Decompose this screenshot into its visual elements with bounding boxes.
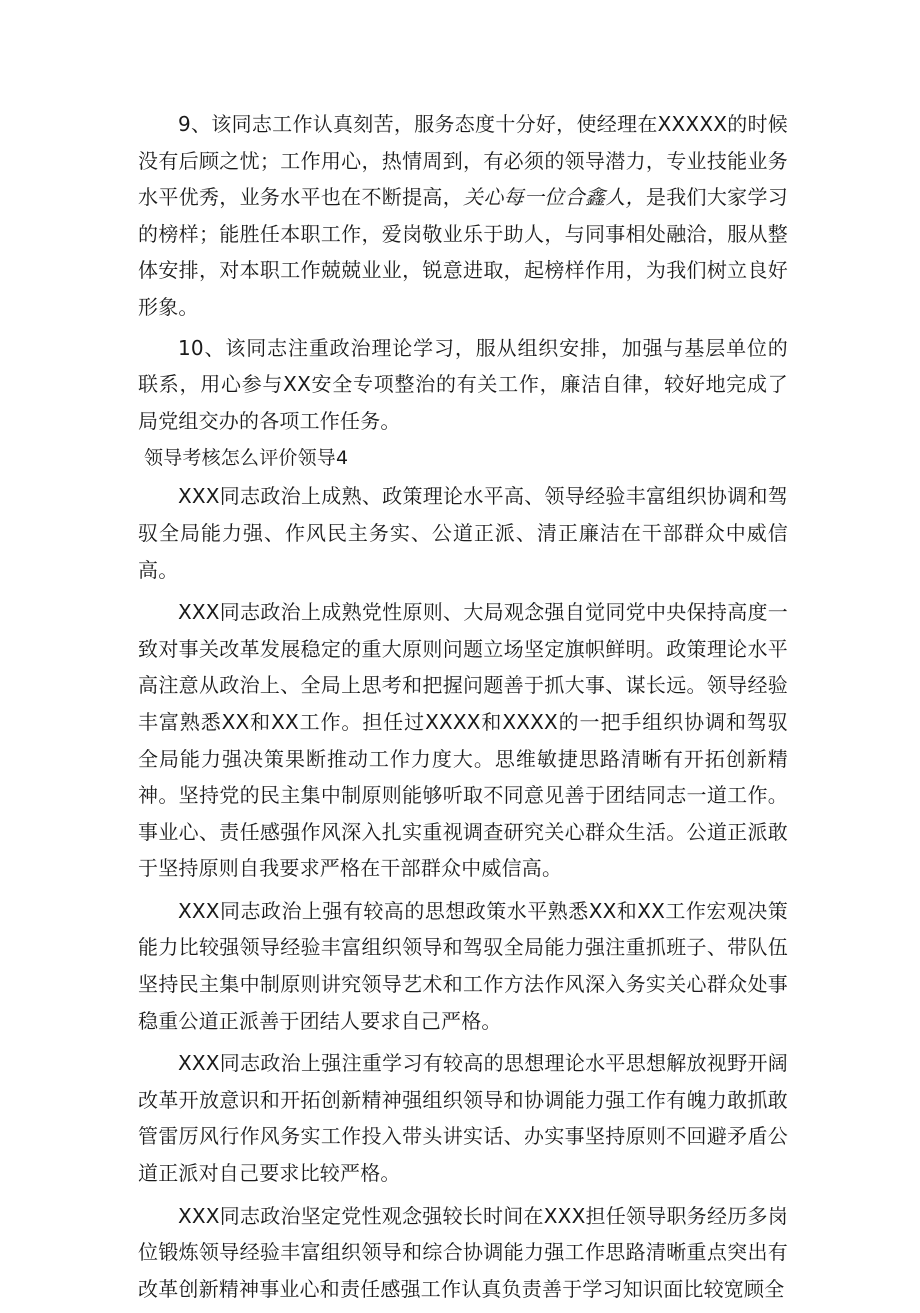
evaluation-paragraph-4: XXX同志政治上强注重学习有较高的思想理论水平思想解放视野开阔改革开放意识和开拓创新精神强组织领导和协调能力强工作有魄力敢抓敢管雷厉风行作风务实工作投入带头讲实话、办实事坚持原则不回避矛盾公道正派对自己要求比较严格。 [138, 1051, 788, 1186]
paragraph-9-italic-phrase: 关心每一位合鑫人， [463, 185, 646, 210]
document-page [138, 106, 788, 1313]
evaluation-paragraph-2: XXX同志政治上成熟党性原则、大局观念强自觉同党中央保持高度一致对事关改革发展稳定的重大原则问题立场坚定旗帜鲜明。政策理论水平高注意从政治上、全局上思考和把握问题善于抓大事、谋长远。领导经验丰富熟悉XX和XX工作。担任过XXXX和XXXX的一把手组织协调和驾驭全局能力强决策果断推动工作力度大。思维敏捷思路清晰有开拓创新精神。坚持党的民主集中制原则能够听取不同意见善于团结同志一道工作。事业心、责任感强作风深入扎实重视调查研究关心群众生活。公道正派敢于坚持原则自我要求严格在干部群众中威信高。 [138, 600, 788, 881]
paragraph-9-part1: 9、该同志工作认真刻苦，服务态度十分好，使经理在XXXXX的时候没有后顾之忧；工作用心，热情周到，有必须的领导潜力，专业技能业务水平优秀，业务水平也在不断提高， [138, 112, 788, 210]
evaluation-paragraph-5: XXX同志政治坚定党性观念强较长时间在XXX担任领导职务经历多岗位锻炼领导经验丰富组织领导和综合协调能力强工作思路清晰重点突出有改革创新精神事业心和责任感强工作认真负责善于学习知识面比较宽顾全 [138, 1203, 788, 1301]
paragraph-9-part3: 是我们大家学习的榜样；能胜任本职工作，爱岗敬业乐于助人，与同事相处融洽，服从整体安排，对本职工作兢兢业业，锐意进取，起榜样作用，为我们树立良好形象。 [138, 185, 788, 319]
paragraph-10: 10、该同志注重政治理论学习，服从组织安排，加强与基层单位的联系，用心参与XX安全专项整治的有关工作，廉洁自律，较好地完成了局党组交办的各项工作任务。 [138, 335, 788, 433]
section-heading: 领导考核怎么评价领导4 [144, 447, 349, 470]
evaluation-paragraph-1: XXX同志政治上成熟、政策理论水平高、领导经验丰富组织协调和驾驭全局能力强、作风民主务实、公道正派、清正廉洁在干部群众中威信高。 [138, 484, 788, 582]
evaluation-paragraph-3: XXX同志政治上强有较高的思想政策水平熟悉XX和XX工作宏观决策能力比较强领导经验丰富组织领导和驾驭全局能力强注重抓班子、带队伍坚持民主集中制原则讲究领导艺术和工作方法作风深入务实关心群众处事稳重公道正派善于团结人要求自己严格。 [138, 898, 788, 1033]
paragraph-9 [138, 106, 788, 326]
